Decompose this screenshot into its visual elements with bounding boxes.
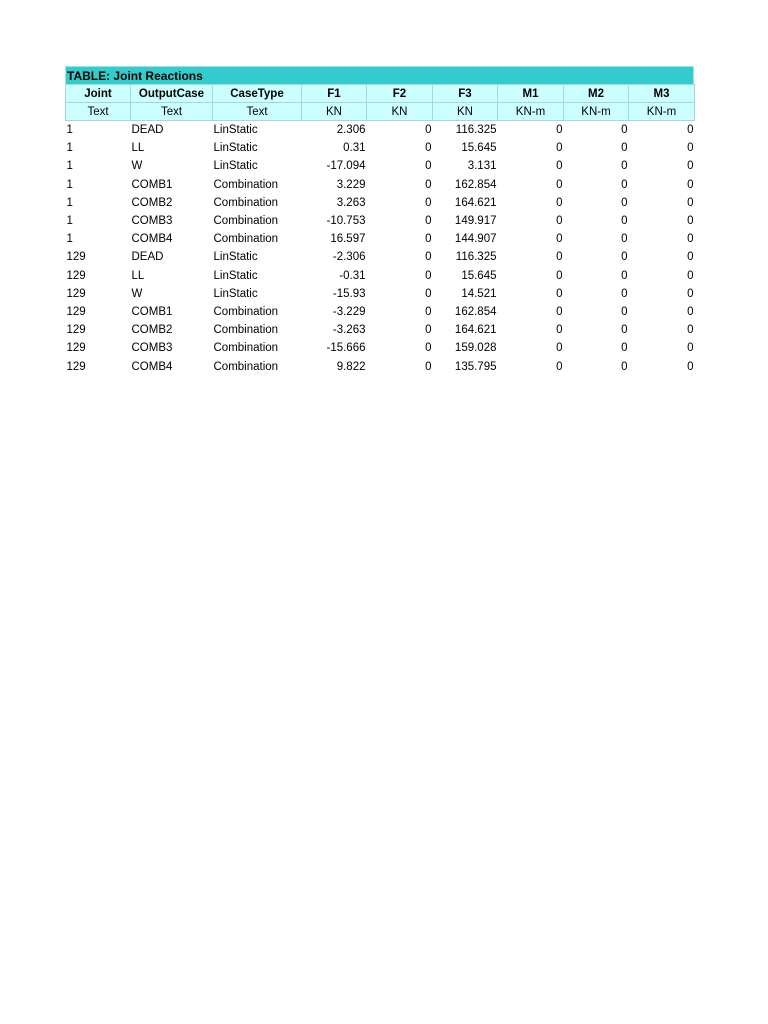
cell-m3: 0 bbox=[687, 269, 694, 282]
cell-f1: -3.229 bbox=[332, 305, 366, 318]
cell-casetype: LinStatic bbox=[213, 124, 258, 137]
table-row bbox=[66, 230, 695, 248]
cell-f2: 0 bbox=[425, 215, 432, 228]
cell-f2: 0 bbox=[425, 324, 432, 337]
cell-m1: 0 bbox=[556, 196, 563, 209]
cell-outputcase: DEAD bbox=[131, 251, 164, 264]
unit-joint: Text bbox=[66, 103, 131, 121]
cell-f3: 15.645 bbox=[461, 269, 497, 282]
cell-f2: 0 bbox=[425, 233, 432, 246]
cell-m3: 0 bbox=[687, 251, 694, 264]
column-header-m2: M2 bbox=[564, 85, 629, 103]
cell-casetype: Combination bbox=[213, 178, 279, 191]
cell-casetype: Combination bbox=[213, 305, 279, 318]
cell-m1: 0 bbox=[556, 305, 563, 318]
cell-f2: 0 bbox=[425, 251, 432, 264]
cell-outputcase: LL bbox=[131, 269, 145, 282]
table-row bbox=[66, 321, 695, 339]
cell-outputcase: COMB2 bbox=[131, 324, 173, 337]
cell-f3: 159.028 bbox=[454, 342, 497, 355]
cell-casetype: LinStatic bbox=[213, 269, 258, 282]
cell-m2: 0 bbox=[621, 342, 628, 355]
cell-m3: 0 bbox=[687, 360, 694, 373]
cell-m2: 0 bbox=[621, 287, 628, 300]
cell-casetype: Combination bbox=[213, 215, 279, 228]
cell-f2: 0 bbox=[425, 360, 432, 373]
cell-f1: -15.93 bbox=[332, 287, 366, 300]
cell-m1: 0 bbox=[556, 178, 563, 191]
unit-outputcase: Text bbox=[131, 103, 213, 121]
table-row bbox=[66, 267, 695, 285]
cell-joint: 1 bbox=[66, 196, 73, 209]
cell-f3: 3.131 bbox=[467, 160, 497, 173]
table-row bbox=[66, 157, 695, 175]
unit-f3: KN bbox=[433, 103, 498, 121]
table-row bbox=[66, 285, 695, 303]
cell-m1: 0 bbox=[556, 342, 563, 355]
cell-m1: 0 bbox=[556, 360, 563, 373]
cell-f2: 0 bbox=[425, 269, 432, 282]
cell-outputcase: LL bbox=[131, 142, 145, 155]
cell-outputcase: W bbox=[131, 160, 143, 173]
column-header-m3: M3 bbox=[629, 85, 695, 103]
column-header-outputcase: OutputCase bbox=[131, 85, 213, 103]
unit-casetype: Text bbox=[213, 103, 302, 121]
unit-f2: KN bbox=[367, 103, 433, 121]
cell-m2: 0 bbox=[621, 324, 628, 337]
cell-f3: 135.795 bbox=[454, 360, 497, 373]
unit-m3: KN-m bbox=[629, 103, 695, 121]
cell-f2: 0 bbox=[425, 142, 432, 155]
cell-casetype: Combination bbox=[213, 324, 279, 337]
joint-reactions-table bbox=[65, 84, 695, 376]
cell-m3: 0 bbox=[687, 324, 694, 337]
cell-m3: 0 bbox=[687, 233, 694, 246]
cell-f3: 144.907 bbox=[454, 233, 497, 246]
cell-f2: 0 bbox=[425, 342, 432, 355]
cell-m2: 0 bbox=[621, 142, 628, 155]
cell-joint: 129 bbox=[66, 342, 86, 355]
cell-outputcase: COMB1 bbox=[131, 305, 173, 318]
cell-m2: 0 bbox=[621, 269, 628, 282]
cell-casetype: Combination bbox=[213, 342, 279, 355]
table-row bbox=[66, 212, 695, 230]
cell-f3: 116.325 bbox=[455, 251, 497, 264]
unit-f1: KN bbox=[302, 103, 367, 121]
cell-joint: 1 bbox=[66, 124, 73, 137]
column-header-row bbox=[66, 85, 695, 103]
cell-joint: 1 bbox=[66, 178, 73, 191]
cell-casetype: LinStatic bbox=[213, 251, 258, 264]
cell-f1: 16.597 bbox=[330, 233, 366, 246]
cell-casetype: Combination bbox=[213, 233, 279, 246]
cell-f2: 0 bbox=[425, 287, 432, 300]
cell-f1: -10.753 bbox=[326, 215, 366, 228]
cell-outputcase: COMB4 bbox=[131, 233, 173, 246]
cell-f3: 14.521 bbox=[461, 287, 497, 300]
cell-m3: 0 bbox=[687, 215, 694, 228]
cell-outputcase: COMB3 bbox=[131, 342, 173, 355]
cell-f1: 2.306 bbox=[336, 124, 366, 137]
cell-m1: 0 bbox=[556, 142, 563, 155]
cell-m3: 0 bbox=[687, 124, 694, 137]
cell-m1: 0 bbox=[556, 324, 563, 337]
cell-outputcase: DEAD bbox=[131, 124, 164, 137]
cell-m1: 0 bbox=[556, 269, 563, 282]
cell-f1: -2.306 bbox=[332, 251, 366, 264]
cell-outputcase: COMB3 bbox=[131, 215, 173, 228]
cell-f2: 0 bbox=[425, 160, 432, 173]
table-row bbox=[66, 121, 695, 140]
cell-m2: 0 bbox=[621, 178, 628, 191]
cell-m3: 0 bbox=[687, 196, 694, 209]
cell-joint: 1 bbox=[66, 160, 73, 173]
units-row bbox=[66, 103, 695, 121]
cell-f2: 0 bbox=[425, 196, 432, 209]
cell-f1: 9.822 bbox=[336, 360, 366, 373]
table-row bbox=[66, 139, 695, 157]
cell-f1: 3.263 bbox=[336, 196, 366, 209]
cell-joint: 1 bbox=[66, 233, 73, 246]
table-row bbox=[66, 176, 695, 194]
column-header-f2: F2 bbox=[367, 85, 433, 103]
cell-joint: 129 bbox=[66, 305, 86, 318]
cell-joint: 129 bbox=[66, 360, 86, 373]
cell-m2: 0 bbox=[621, 124, 628, 137]
table-title: TABLE: Joint Reactions bbox=[65, 66, 694, 84]
table-row bbox=[66, 194, 695, 212]
cell-f3: 149.917 bbox=[454, 215, 497, 228]
cell-m2: 0 bbox=[621, 305, 628, 318]
cell-m3: 0 bbox=[687, 342, 694, 355]
cell-f3: 162.854 bbox=[454, 178, 497, 191]
cell-outputcase: COMB4 bbox=[131, 360, 173, 373]
table-row bbox=[66, 339, 695, 357]
cell-joint: 129 bbox=[66, 269, 86, 282]
cell-m2: 0 bbox=[621, 360, 628, 373]
cell-f1: -0.31 bbox=[339, 269, 366, 282]
column-header-f1: F1 bbox=[302, 85, 367, 103]
cell-casetype: LinStatic bbox=[213, 160, 258, 173]
column-header-f3: F3 bbox=[433, 85, 498, 103]
cell-f1: 0.31 bbox=[343, 142, 366, 155]
cell-m2: 0 bbox=[621, 160, 628, 173]
cell-joint: 129 bbox=[66, 287, 86, 300]
cell-m2: 0 bbox=[621, 233, 628, 246]
cell-casetype: Combination bbox=[213, 360, 279, 373]
cell-m3: 0 bbox=[687, 178, 694, 191]
cell-m1: 0 bbox=[556, 251, 563, 264]
cell-m1: 0 bbox=[556, 124, 563, 137]
cell-outputcase: W bbox=[131, 287, 143, 300]
cell-f3: 15.645 bbox=[461, 142, 497, 155]
cell-m3: 0 bbox=[687, 160, 694, 173]
cell-f2: 0 bbox=[425, 124, 432, 137]
cell-outputcase: COMB1 bbox=[131, 178, 173, 191]
cell-f2: 0 bbox=[425, 305, 432, 318]
table-row bbox=[66, 248, 695, 266]
cell-joint: 1 bbox=[66, 215, 73, 228]
cell-f3: 164.621 bbox=[454, 324, 497, 337]
column-header-casetype: CaseType bbox=[213, 85, 302, 103]
cell-f3: 116.325 bbox=[455, 124, 497, 137]
unit-m2: KN-m bbox=[564, 103, 629, 121]
cell-m3: 0 bbox=[687, 305, 694, 318]
cell-f1: -3.263 bbox=[332, 324, 366, 337]
cell-f1: -17.094 bbox=[326, 160, 366, 173]
cell-f1: -15.666 bbox=[326, 342, 366, 355]
cell-f3: 162.854 bbox=[454, 305, 497, 318]
cell-f1: 3.229 bbox=[336, 178, 366, 191]
cell-outputcase: COMB2 bbox=[131, 196, 173, 209]
cell-casetype: LinStatic bbox=[213, 142, 258, 155]
cell-m1: 0 bbox=[556, 287, 563, 300]
unit-m1: KN-m bbox=[498, 103, 564, 121]
joint-reactions-sheet bbox=[65, 66, 694, 376]
cell-m3: 0 bbox=[687, 142, 694, 155]
table-body bbox=[66, 121, 695, 376]
table-row bbox=[66, 357, 695, 375]
cell-m2: 0 bbox=[621, 215, 628, 228]
cell-f2: 0 bbox=[425, 178, 432, 191]
cell-casetype: Combination bbox=[213, 196, 279, 209]
cell-m1: 0 bbox=[556, 233, 563, 246]
cell-m3: 0 bbox=[687, 287, 694, 300]
cell-joint: 129 bbox=[66, 251, 86, 264]
cell-m2: 0 bbox=[621, 251, 628, 264]
cell-casetype: LinStatic bbox=[213, 287, 258, 300]
cell-joint: 129 bbox=[66, 324, 86, 337]
column-header-joint: Joint bbox=[66, 85, 131, 103]
cell-m2: 0 bbox=[621, 196, 628, 209]
table-row bbox=[66, 303, 695, 321]
cell-f3: 164.621 bbox=[454, 196, 497, 209]
cell-m1: 0 bbox=[556, 160, 563, 173]
cell-m1: 0 bbox=[556, 215, 563, 228]
column-header-m1: M1 bbox=[498, 85, 564, 103]
cell-joint: 1 bbox=[66, 142, 73, 155]
